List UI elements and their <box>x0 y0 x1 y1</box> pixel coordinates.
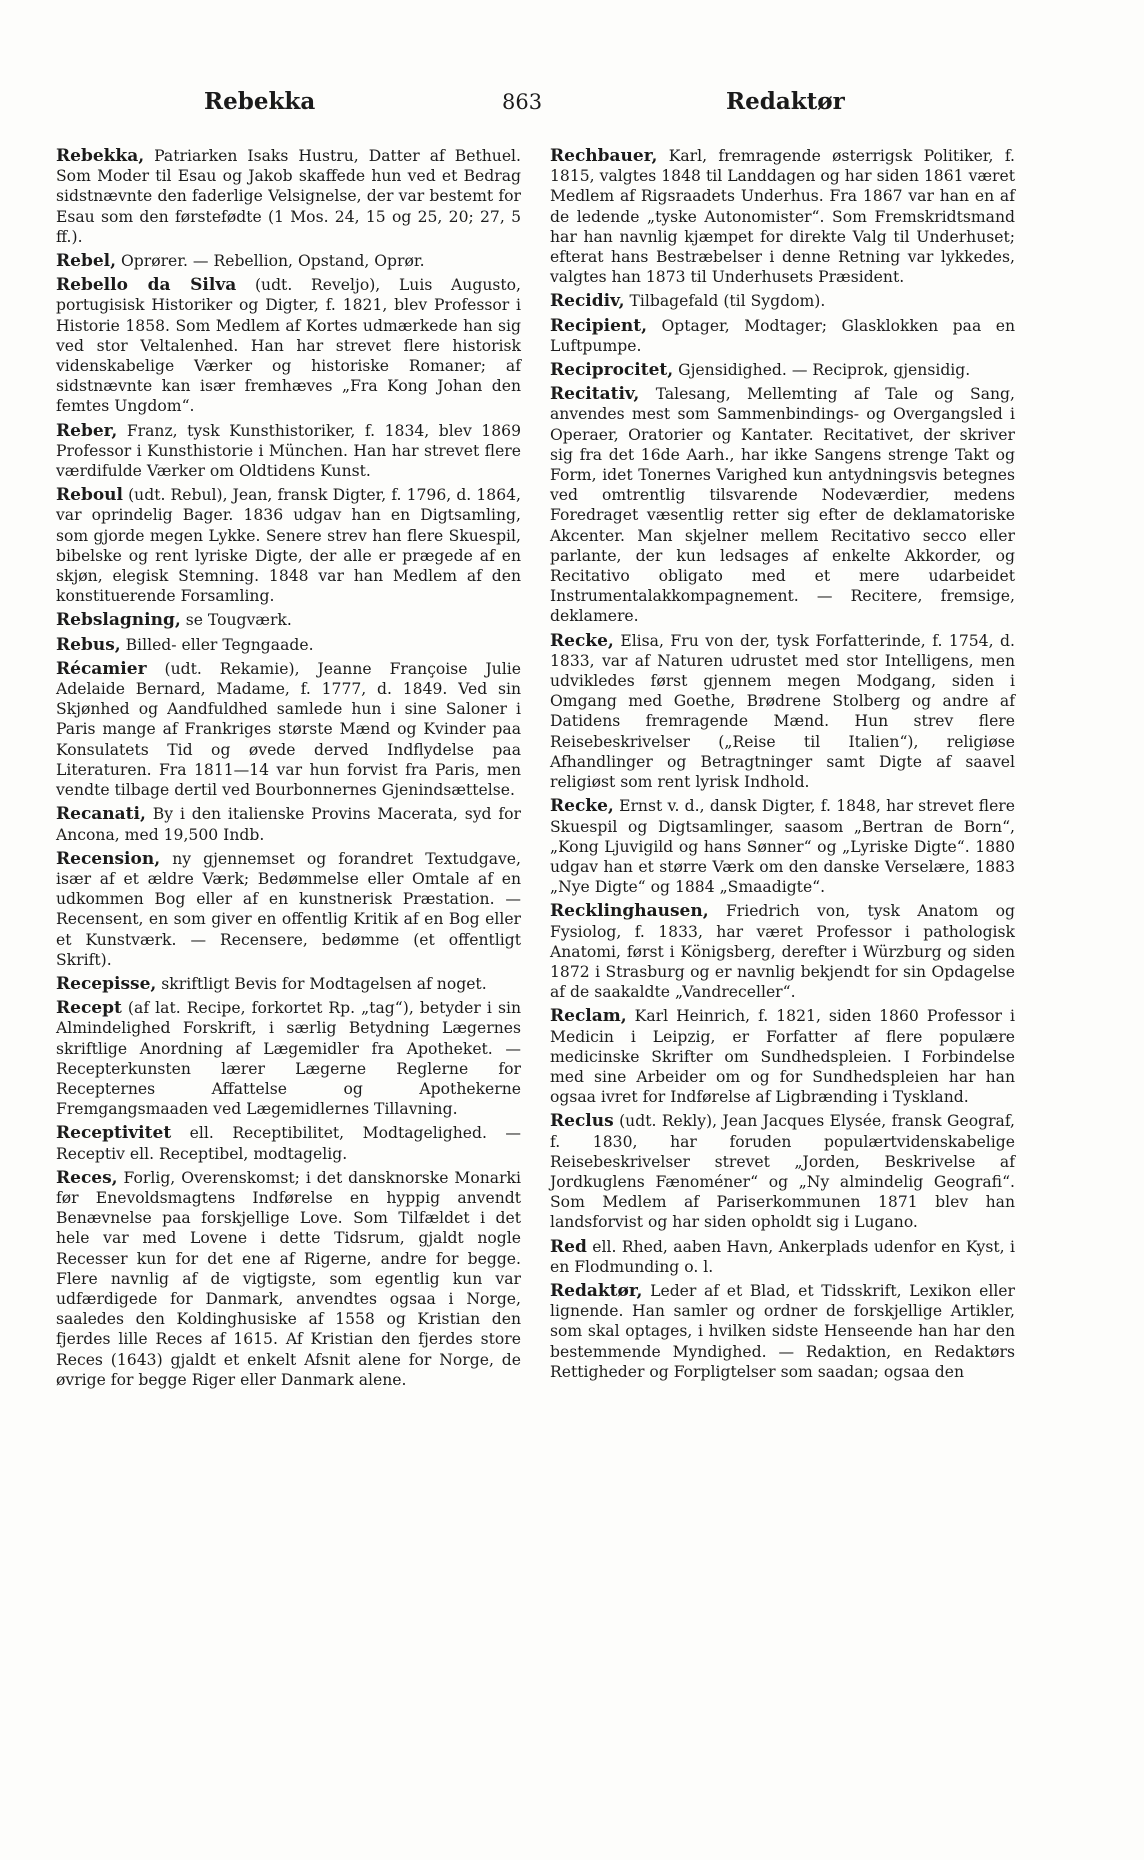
dictionary-entry <box>550 901 1015 1002</box>
entry-text: ny gjennemset og forandret Textudgave, især af et ældre Værk; Bedømmelse eller Omtale af en udkommen Bog eller af en kunstnerisk Præstation. — Recensent, en som giver en offentlig Kritik af en Bog eller et Kunstværk. — Recensere, bedømme (et offentligt Skrift). <box>56 849 521 969</box>
entry-headword: Reclam, <box>550 1006 627 1027</box>
entry-text: Ernst v. d., dansk Digter, f. 1848, har strevet flere Skuespil og Digtsamlinger, saasom „Bertran de Born“, „Kong Ljuvigild og hans Sønner“ og „Lyriske Digte“. 1880 udgav han et større Værk om den danske Verselære, 1883 „Nye Digte“ og 1884 „Smaadigte“. <box>550 797 1015 897</box>
entry-headword: Recanati, <box>56 804 146 825</box>
dictionary-entry <box>56 1123 521 1163</box>
entry-text: Karl, fremragende østerrigsk Politiker, f. 1815, valgtes 1848 til Landdagen og har siden 1861 været Medlem af Rigsraadets Underhus. Fra 1867 var han en af de ledende „tyske Autonomister“. Som Fremskridtsmand har han navnlig kjæmpet for direkte Valg til Underhuset; efterat hans Bestræbelser i denne Retning var lykkedes, valgtes han 1873 til Underhusets Præsident. <box>550 147 1015 287</box>
dictionary-entry <box>550 796 1015 897</box>
entry-text: Oprører. — Rebellion, Opstand, Oprør. <box>116 252 425 271</box>
dictionary-entry <box>56 998 521 1119</box>
entry-text: Friedrich von, tysk Anatom og Fysiolog, f. 1833, har været Professor i pathologisk Anatomi, først i Königsberg, derefter i Würzburg og siden 1872 i Strasburg og er navnlig bekjendt for sin Opdagelse af de saakaldte „Vandreceller“. <box>550 902 1015 1002</box>
dictionary-entry <box>550 1111 1015 1232</box>
entry-text: se Tougværk. <box>180 611 292 630</box>
entry-headword: Reber, <box>56 420 118 441</box>
left-column <box>56 146 521 1394</box>
header-right-guide-word: Redaktør <box>726 88 845 115</box>
entry-headword: Recipient, <box>550 315 648 336</box>
entry-text: Patriarken Isaks Hustru, Datter af Bethuel. Som Moder til Esau og Jakob skaffede hun ved et Bedrag sidstnævnte den faderlige Velsignelse, der var bestemt for Esau som den førstefødte (1 Mos. 24, 15 og 25, 20; 27, 5 ff.). <box>56 147 521 246</box>
entry-headword: Reclus <box>550 1111 614 1132</box>
entry-headword: Recke, <box>550 796 614 817</box>
entry-text: Billed- eller Tegngaade. <box>120 635 314 654</box>
entry-headword: Red <box>550 1236 587 1257</box>
dictionary-entry <box>56 275 521 416</box>
entry-text: Franz, tysk Kunsthistoriker, f. 1834, blev 1869 Professor i Kunsthistorie i München. Han har strevet flere værdifulde Værker om Oldtidens Kunst. <box>56 421 521 481</box>
entry-headword: Recitativ, <box>550 384 640 405</box>
entry-text: Elisa, Fru von der, tysk Forfatterinde, f. 1754, d. 1833, var af Naturen udrustet med stor Intelligens, men udvikledes først gjennem megen Modgang, siden i Omgang med Goethe, Brødrene Stolberg og andre af Datidens fremragende Mænd. Hun strev flere Reisebeskrivelser („Reise til Italien“), religiøse Afhandlinger og Betragtninger samt Digte af saavel religiøst som rent lyrisk Indhold. <box>550 631 1015 792</box>
dictionary-entry <box>550 1281 1015 1382</box>
entry-headword: Recidiv, <box>550 291 625 312</box>
entry-text: Tilbagefald (til Sygdom). <box>624 292 826 311</box>
dictionary-entry <box>56 804 521 844</box>
dictionary-entry <box>56 421 521 482</box>
dictionary-entry <box>56 251 521 271</box>
entry-headword: Recepisse, <box>56 973 157 994</box>
entry-text: ell. Receptibilitet, Modtagelighed. — Receptiv ell. Receptibel, modtagelig. <box>56 1124 521 1163</box>
dictionary-entry <box>56 635 521 655</box>
entry-text: (udt. Rebul), Jean, fransk Digter, f. 1796, d. 1864, var oprindelig Bager. 1836 udgav han en Digtsamling, som gjorde megen Lykke. Senere strev han flere Skuespil, bibelske og rent lyriske Digte, der alle er prægede af en skjøn, elegisk Stemning. 1848 var han Medlem af den konstituerende Forsamling. <box>56 486 521 606</box>
dictionary-entry <box>56 849 521 970</box>
entry-headword: Rebekka, <box>56 146 145 166</box>
entry-headword: Recension, <box>56 848 161 869</box>
dictionary-entry <box>550 1006 1015 1107</box>
dictionary-entry <box>550 1237 1015 1277</box>
entry-headword: Redaktør, <box>550 1280 643 1301</box>
entry-headword: Rechbauer, <box>550 146 658 166</box>
dictionary-entry <box>550 291 1015 311</box>
entry-text: Gjensidighed. — Reciprok, gjensidig. <box>673 361 971 380</box>
entry-text: ell. Rhed, aaben Havn, Ankerplads udenfor en Kyst, i en Flodmunding o. l. <box>550 1237 1015 1276</box>
entry-headword: Recklinghausen, <box>550 901 709 922</box>
entry-text: Forlig, Overenskomst; i det dansknorske Monarki før Enevoldsmagtens Indførelse en hyppig anvendt Benævnelse paa forskjellige Love. Som Tilfældet i det hele var med Lovene i dette Tidsrum, gjaldt nogle Recesser kun for det ene af Rigerne, andre for begge. Flere navnlig af de vigtigste, som egentlig kun var udfærdigede for Danmark, anvendtes ogsaa i Norge, saaledes den Koldinghusiske af 1558 og Kristian den fjerdes lille Reces af 1615. Af Kristian den fjerdes store Reces (1643) gjaldt et enkelt Afsnit alene for Norge, de øvrige for begge Riger eller Danmark alene. <box>56 1168 521 1389</box>
entry-headword: Reciprocitet, <box>550 360 674 381</box>
dictionary-entry <box>56 974 521 994</box>
entry-headword: Reboul <box>56 485 123 506</box>
entry-headword: Rebslagning, <box>56 610 181 631</box>
entry-text: Karl Heinrich, f. 1821, siden 1860 Professor i Medicin i Leipzig, er Forfatter af flere populære medicinske Skrifter om Sundhedspleien. I Forbindelse med sine Arbeider om og for Sundhedspleien har han ogsaa ivret for Indførelse af Ligbrænding i Tyskland. <box>550 1007 1015 1107</box>
entry-text: (af lat. Recipe, forkortet Rp. „tag“), betyder i sin Almindelighed Forskrift, i særlig Betydning Lægernes skriftlige Anordning af Lægemidler fra Apotheket. — Recepterkunsten lærer Lægerne Reglerne for Recepternes Affattelse og Apothekerne Fremgangsmaaden ved Lægemidlernes Tillavning. <box>56 999 521 1119</box>
dictionary-entry <box>550 384 1015 626</box>
dictionary-entry <box>56 146 521 247</box>
dictionary-entry <box>56 610 521 630</box>
dictionary-entry <box>550 360 1015 380</box>
dictionary-entry <box>56 659 521 800</box>
dictionary-entry <box>56 1168 521 1390</box>
entry-headword: Rebus, <box>56 634 121 655</box>
running-header <box>56 88 1096 120</box>
dictionary-entry <box>56 485 521 606</box>
dictionary-entry <box>550 146 1015 287</box>
header-left-guide-word: Rebekka <box>204 88 316 115</box>
dictionary-entry <box>550 631 1015 793</box>
entry-headword: Récamier <box>56 658 147 679</box>
entry-headword: Rebel, <box>56 251 117 272</box>
entry-text: (udt. Rekamie), Jeanne Françoise Julie Adelaide Bernard, Madame, f. 1777, d. 1849. Ved sin Skjønhed og Aandfuldhed samlede hun i sine Saloner i Paris mange af Frankriges største Mænd og Kvinder paa Konsulatets Tid og øvede derved Indflydelse paa Literaturen. Fra 1811—14 var hun forvist fra Paris, men vendte tilbage dertil ved Bourbonnernes Gjenindsættelse. <box>56 659 521 800</box>
entry-text: Optager, Modtager; Glasklokken paa en Luftpumpe. <box>550 316 1015 355</box>
entry-text: skriftligt Bevis for Modtagelsen af noget. <box>156 974 487 993</box>
entry-text: Talesang, Mellemting af Tale og Sang, anvendes mest som Sammenbindings- og Overgangsled i Operaer, Oratorier og Kantater. Recitativet, der skriver sig fra det 16de Aarh., har ikke Sangens strenge Takt og Form, idet Tonernes Varighed kun antydningsvis betegnes ved omtrentlig tilsvarende Nodeværdier, medens Foredraget væsentlig retter sig efter de deklamatoriske Akcenter. Man skjelner mellem Recitativo secco eller parlante, der kun ledsages af enkelte Akkorder, og Recitativo obligato med et mere udarbeidet Instrumentalakkompagnement. — Recitere, fremsige, deklamere. <box>550 385 1015 626</box>
entry-headword: Reces, <box>56 1167 118 1188</box>
entry-text: By i den italienske Provins Macerata, syd for Ancona, med 19,500 Indb. <box>56 805 521 844</box>
dictionary-entry <box>550 316 1015 356</box>
entry-headword: Receptivitet <box>56 1123 172 1144</box>
entry-text: (udt. Rekly), Jean Jacques Elysée, fransk Geograf, f. 1830, har foruden populærtvidenskabelige Reisebeskrivelser strevet „Jorden, Beskrivelse af Jordkuglens Fænoméner“ og „Ny almindelig Geografi“. Som Medlem af Pariserkommunen 1871 blev han landsforvist og har siden opholdt sig i Lugano. <box>550 1112 1015 1232</box>
entry-headword: Recept <box>56 998 122 1019</box>
right-column <box>550 146 1015 1386</box>
entry-text: (udt. Reveljo), Luis Augusto, portugisisk Historiker og Digter, f. 1821, blev Professor i Historie 1858. Som Medlem af Kortes udmærkede han sig ved stor Veltalenhed. Han har strevet flere historisk videnskabelige Værker og historiske Romaner; af sidstnævnte kan især fremhæves „Fra Kong Johan den femtes Ungdom“. <box>56 276 521 416</box>
entry-text: Leder af et Blad, et Tidsskrift, Lexikon eller lignende. Han samler og ordner de forskjellige Artikler, som skal optages, i hvilken sidste Henseende han har den bestemmende Myndighed. — Redaktion, en Redaktørs Rettigheder og Forpligtelser som saadan; ogsaa den <box>550 1281 1015 1381</box>
entry-headword: Rebello da Silva <box>56 275 237 296</box>
page-number: 863 <box>502 90 543 114</box>
entry-headword: Recke, <box>550 630 614 651</box>
